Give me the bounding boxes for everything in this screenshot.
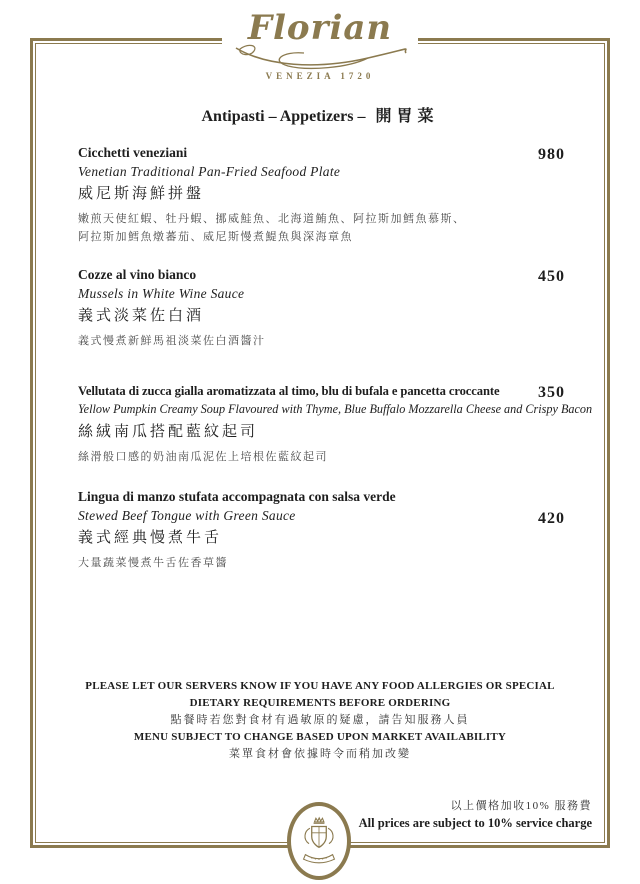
item-name-english: Venetian Traditional Pan-Fried Seafood Plate bbox=[78, 164, 341, 179]
item-description-line: 阿拉斯加鱈魚燉蕃茄、威尼斯慢煮鯷魚與深海章魚 bbox=[78, 231, 353, 243]
menu-item bbox=[78, 488, 565, 572]
availability-notice: MENU SUBJECT TO CHANGE BASED UPON MARKET AVAILABILITY bbox=[133, 731, 507, 743]
availability-notice-chinese: 菜單食材會依據時令而稍加改變 bbox=[229, 748, 411, 760]
item-name-english: Mussels in White Wine Sauce bbox=[78, 286, 245, 301]
brand-name: Florian bbox=[247, 8, 393, 48]
item-name-chinese: 義式淡菜佐白酒 bbox=[78, 308, 205, 324]
item-description bbox=[78, 448, 565, 466]
section-heading-latin: Antipasti – Appetizers – bbox=[201, 108, 366, 125]
item-name-italian: Cicchetti veneziani bbox=[78, 145, 188, 160]
item-price: 350 bbox=[538, 384, 565, 401]
item-description-line: 義式慢煮新鮮馬祖淡菜佐白酒醬汁 bbox=[78, 335, 266, 347]
item-name-chinese: 威尼斯海鮮拼盤 bbox=[78, 186, 205, 202]
service-charge-english: All prices are subject to 10% service charge bbox=[358, 816, 592, 830]
coat-of-arms-icon bbox=[299, 814, 339, 868]
footer-notices bbox=[0, 678, 640, 763]
item-name-chinese: 絲絨南瓜搭配藍紋起司 bbox=[78, 424, 259, 440]
allergy-notice-line1: PLEASE LET OUR SERVERS KNOW IF YOU HAVE ANY FOOD ALLERGIES OR SPECIAL bbox=[85, 680, 555, 692]
item-description-line: 大量蔬菜慢煮牛舌佐香草醬 bbox=[78, 557, 228, 569]
item-name-italian: Vellutata di zucca gialla aromatizzata al timo, blu di bufala e pancetta croccante bbox=[78, 384, 500, 398]
item-description bbox=[78, 554, 565, 572]
allergy-notice-chinese: 點餐時若您對食材有過敏原的疑慮，請告知服務人員 bbox=[170, 714, 470, 726]
item-name-english: Stewed Beef Tongue with Green Sauce bbox=[78, 508, 296, 523]
item-name-italian: Cozze al vino bianco bbox=[78, 267, 197, 282]
service-charge-chinese: 以上價格加收10% 服務費 bbox=[450, 800, 592, 812]
item-description-line: 嫩煎天使紅蝦、牡丹蝦、挪威鮭魚、北海道鮪魚、阿拉斯加鱈魚慕斯、 bbox=[78, 213, 466, 225]
item-description bbox=[78, 332, 565, 350]
brand-subtitle: VENEZIA 1720 bbox=[265, 71, 375, 81]
item-name-italian: Lingua di manzo stufata accompagnata con salsa verde bbox=[78, 489, 396, 504]
item-description-line: 絲滑般口感的奶油南瓜泥佐上培根佐藍紋起司 bbox=[78, 451, 328, 463]
section-heading bbox=[0, 103, 640, 126]
item-price: 980 bbox=[538, 146, 565, 163]
item-description bbox=[78, 210, 565, 246]
section-heading-zh: 開胃菜 bbox=[375, 108, 439, 125]
service-charge-note bbox=[359, 798, 592, 832]
menu-item bbox=[78, 144, 565, 246]
menu-item bbox=[78, 266, 565, 350]
allergy-notice-line2: DIETARY REQUIREMENTS BEFORE ORDERING bbox=[189, 697, 451, 709]
item-price: 420 bbox=[538, 510, 565, 527]
item-price: 450 bbox=[538, 268, 565, 285]
item-name-english: Yellow Pumpkin Creamy Soup Flavoured with Thyme, Blue Buffalo Mozzarella Cheese and Crispy Bacon bbox=[78, 402, 593, 416]
crest-seal bbox=[287, 802, 351, 880]
item-name-chinese: 義式經典慢煮牛舌 bbox=[78, 530, 223, 546]
menu-item bbox=[78, 382, 593, 466]
brand-logo bbox=[222, 8, 418, 92]
